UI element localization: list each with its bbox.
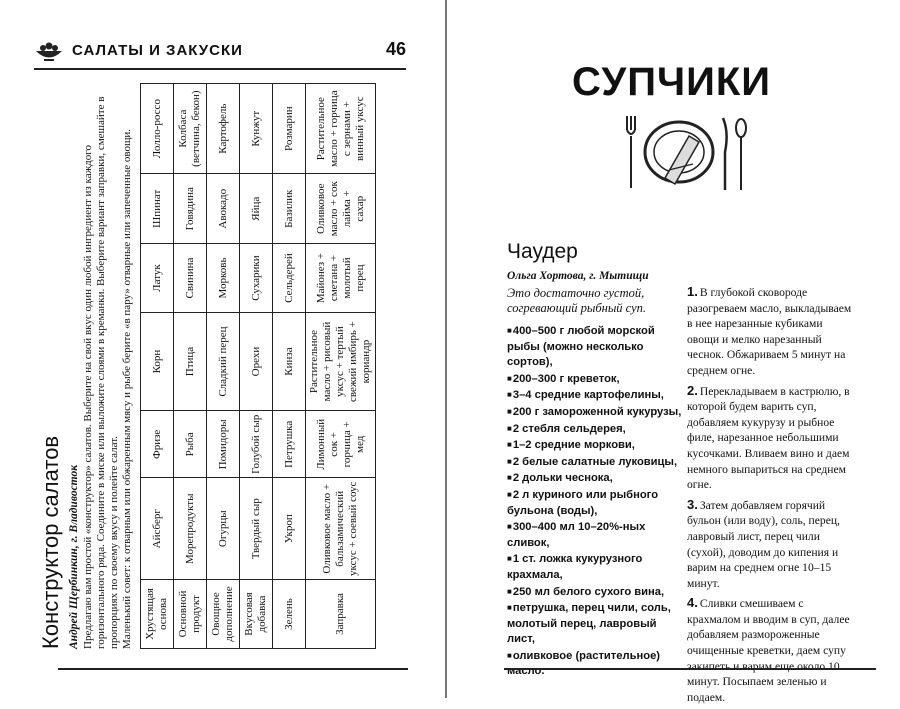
rotated-content: [38, 69, 408, 649]
article-paragraph: Предлагаю вам простой «конструктор» салатов. Выберите на свой вкус один любой ингредиент из каждого горизонтального ряда. Соедините в миске или выложите слоями в креманки. Выберите вариант заправки, смешайте в пропорциях по своему вкусу и полейте салат.: [82, 96, 120, 649]
ingredient-item: [507, 387, 685, 404]
step-number: 1.: [687, 284, 698, 299]
table-cell: Рыба: [174, 411, 207, 478]
ingredient-item: [507, 421, 685, 438]
right-page: [447, 0, 900, 704]
table-row-header: Хрустящая основа: [141, 580, 174, 649]
table-cell: Розмарин: [273, 84, 306, 174]
bullet-icon: ■: [507, 489, 512, 499]
table-cell: Майонез + сметана + молотый перец: [306, 244, 376, 313]
table-cell: Петрушка: [273, 411, 306, 478]
table-cell: Лимонный сок + горчица + мед: [306, 411, 376, 478]
table-cell: Растительное масло + горчица с зернами + винный уксус: [306, 84, 376, 174]
ingredient-item: [507, 584, 685, 601]
ingredient-item: [507, 470, 685, 487]
ingredient-item: [507, 323, 685, 371]
footer-rule: [504, 668, 876, 670]
table-cell: Помидоры: [207, 411, 240, 478]
table-row: [207, 84, 240, 649]
step-text: Перекладываем в кастрюлю, в которой будем варить суп, добавляем кукурузу и рыбное филе, нарезанное небольшими кусочками. Вливаем вино и даем немного выпариться на среднем огне.: [687, 384, 850, 492]
bullet-icon: ■: [507, 603, 512, 613]
table-row: [240, 84, 273, 649]
ingredient-text: 2 л куриного или рыбного бульона (воды),: [507, 488, 659, 517]
ingredient-text: 3–4 средние картофелины,: [512, 389, 664, 402]
table-row-header: Овощное дополнение: [207, 580, 240, 649]
ingredient-text: 300–400 мл 10–20%-ных сливок,: [507, 521, 646, 549]
table-row: [141, 84, 174, 649]
step-item: [687, 497, 855, 592]
ingredient-item: [507, 600, 685, 648]
ingredient-text: 400–500 г любой морской рыбы (можно несколько сортов),: [507, 325, 655, 369]
step-number: 4.: [687, 595, 698, 611]
left-page: [0, 0, 447, 698]
bullet-icon: ■: [507, 373, 512, 383]
bullet-icon: ■: [507, 406, 512, 416]
ingredient-text: 200 г замороженной кукурузы,: [512, 405, 682, 418]
table-cell: Орехи: [240, 312, 273, 410]
ingredient-text: 2 дольки чеснока,: [512, 472, 613, 485]
table-cell: Кинза: [273, 312, 306, 410]
table-row: [273, 84, 306, 649]
table-cell: Укроп: [273, 478, 306, 580]
ingredient-text: оливковое (растительное) масло.: [507, 649, 661, 678]
page-number: 46: [385, 39, 406, 59]
bullet-icon: ■: [507, 390, 512, 400]
ingredient-text: 1–2 средние моркови,: [512, 439, 635, 452]
salad-bowl-icon: [34, 40, 64, 62]
table-cell: Айсберг: [141, 478, 174, 580]
step-item: [687, 595, 855, 705]
table-cell: Птица: [174, 312, 207, 410]
recipe-author: Ольга Хортова, г. Мытищи: [507, 270, 649, 282]
table-cell: Сельдерей: [273, 244, 306, 313]
table-cell: Кунжут: [240, 84, 273, 174]
table-cell: Латук: [141, 244, 174, 313]
table-cell: Корн: [141, 312, 174, 410]
ingredient-item: [507, 487, 685, 519]
page-header: [34, 38, 406, 66]
table-cell: Морепродукты: [174, 478, 207, 580]
bullet-icon: ■: [507, 440, 512, 450]
ingredient-text: 2 стебля сельдерея,: [512, 422, 626, 435]
table-cell: Картофель: [207, 84, 240, 174]
ingredient-text: петрушка, перец чили, соль, молотый перец, лавровый лист,: [507, 602, 671, 646]
table-cell: Шпинат: [141, 174, 174, 244]
ingredient-item: [507, 519, 685, 551]
ingredient-item: [507, 404, 685, 421]
ingredient-text: 2 белые салатные луковицы,: [512, 455, 678, 468]
table-cell: Авокадо: [207, 174, 240, 244]
table-cell: Огурцы: [207, 478, 240, 580]
table-cell: Голубой сыр: [240, 411, 273, 478]
bullet-icon: ■: [507, 326, 512, 335]
section-header: САЛАТЫ И ЗАКУСКИ: [72, 42, 243, 59]
table-row: [306, 84, 376, 649]
ingredient-text: 1 ст. ложка кукурузного крахмала,: [507, 553, 643, 581]
ingredient-item: [507, 551, 685, 583]
table-row-header: Вкусовая добавка: [240, 580, 273, 649]
ingredient-item: [507, 648, 685, 680]
table-cell: Сладкий перец: [207, 312, 240, 410]
table-cell: Свинина: [174, 244, 207, 313]
table-row-header: Заправка: [306, 580, 376, 649]
ingredient-item: [507, 371, 685, 388]
article-tip: Маленький совет: к отварным или обжаренным мясу и рыбе берите «в пару» отварные или запеченные овощи.: [121, 128, 133, 649]
chapter-title: СУПЧИКИ: [572, 60, 772, 104]
table-cell: Оливковое масло + бальзамический уксус + соевый соус: [306, 478, 376, 580]
bullet-icon: ■: [507, 554, 512, 564]
table-cell: Колбаса (ветчина, бекон): [174, 84, 207, 174]
table-cell: Растительное масло + рисовый уксус + тертый свежий имбирь + кориандр: [306, 312, 376, 410]
step-text: Затем добавляем горячий бульон (или воду), соль, перец, лавровый лист, перец чили (сухой), доводим до кипения и варим на среднем огне 10–15 минут.: [687, 498, 840, 590]
footer-rule: [58, 668, 408, 670]
plate-and-cutlery-icon: [607, 108, 757, 200]
recipe-title: Чаудер: [507, 240, 578, 263]
constructor-table: [140, 83, 376, 649]
steps-list: [687, 284, 855, 709]
table-cell: Фризе: [141, 411, 174, 478]
step-number: 3.: [687, 496, 698, 512]
ingredients-list: [507, 323, 685, 680]
step-text: Сливки смешиваем с крахмалом и вводим в суп, далее добавляем размороженные очищенные креветки, даем супу закипеть и варим еще около 10 минут. Посыпаем зеленью и подаем.: [687, 597, 850, 704]
recipe-intro: Это достаточно густой, согревающий рыбный суп.: [507, 286, 647, 315]
table-row: [174, 84, 207, 649]
ingredient-text: 200–300 г креветок,: [512, 372, 620, 385]
ingredient-item: [507, 437, 685, 454]
ingredient-item: [507, 454, 685, 471]
table-cell: Сухарики: [240, 244, 273, 313]
bullet-icon: ■: [507, 456, 512, 466]
bullet-icon: ■: [507, 473, 512, 483]
table-cell: Говядина: [174, 174, 207, 244]
bullet-icon: ■: [507, 650, 512, 660]
bullet-icon: ■: [507, 423, 512, 433]
article-title: Конструктор салатов: [38, 435, 63, 649]
bullet-icon: ■: [507, 522, 512, 532]
table-cell: Морковь: [207, 244, 240, 313]
step-text: В глубокой сковороде разогреваем масло, выкладываем в нее нарезанные кубиками овощи и мелко нарезанный чеснок. Обжариваем 5 минут на среднем огне.: [687, 286, 852, 377]
article-author: Андрей Щербинкин, г. Владивосток: [68, 464, 80, 649]
table-cell: Яйца: [240, 174, 273, 244]
step-item: [687, 284, 855, 379]
step-number: 2.: [687, 382, 698, 398]
bullet-icon: ■: [507, 586, 512, 596]
step-item: [687, 383, 855, 493]
table-cell: Лолло-россо: [141, 84, 174, 174]
table-row-header: Основной продукт: [174, 580, 207, 649]
table-cell: Базилик: [273, 174, 306, 244]
table-cell: Твердый сыр: [240, 478, 273, 580]
ingredient-text: 250 мл белого сухого вина,: [512, 585, 665, 598]
table-cell: Оливковое масло + сок лайма + сахар: [306, 174, 376, 244]
table-row-header: Зелень: [273, 580, 306, 649]
